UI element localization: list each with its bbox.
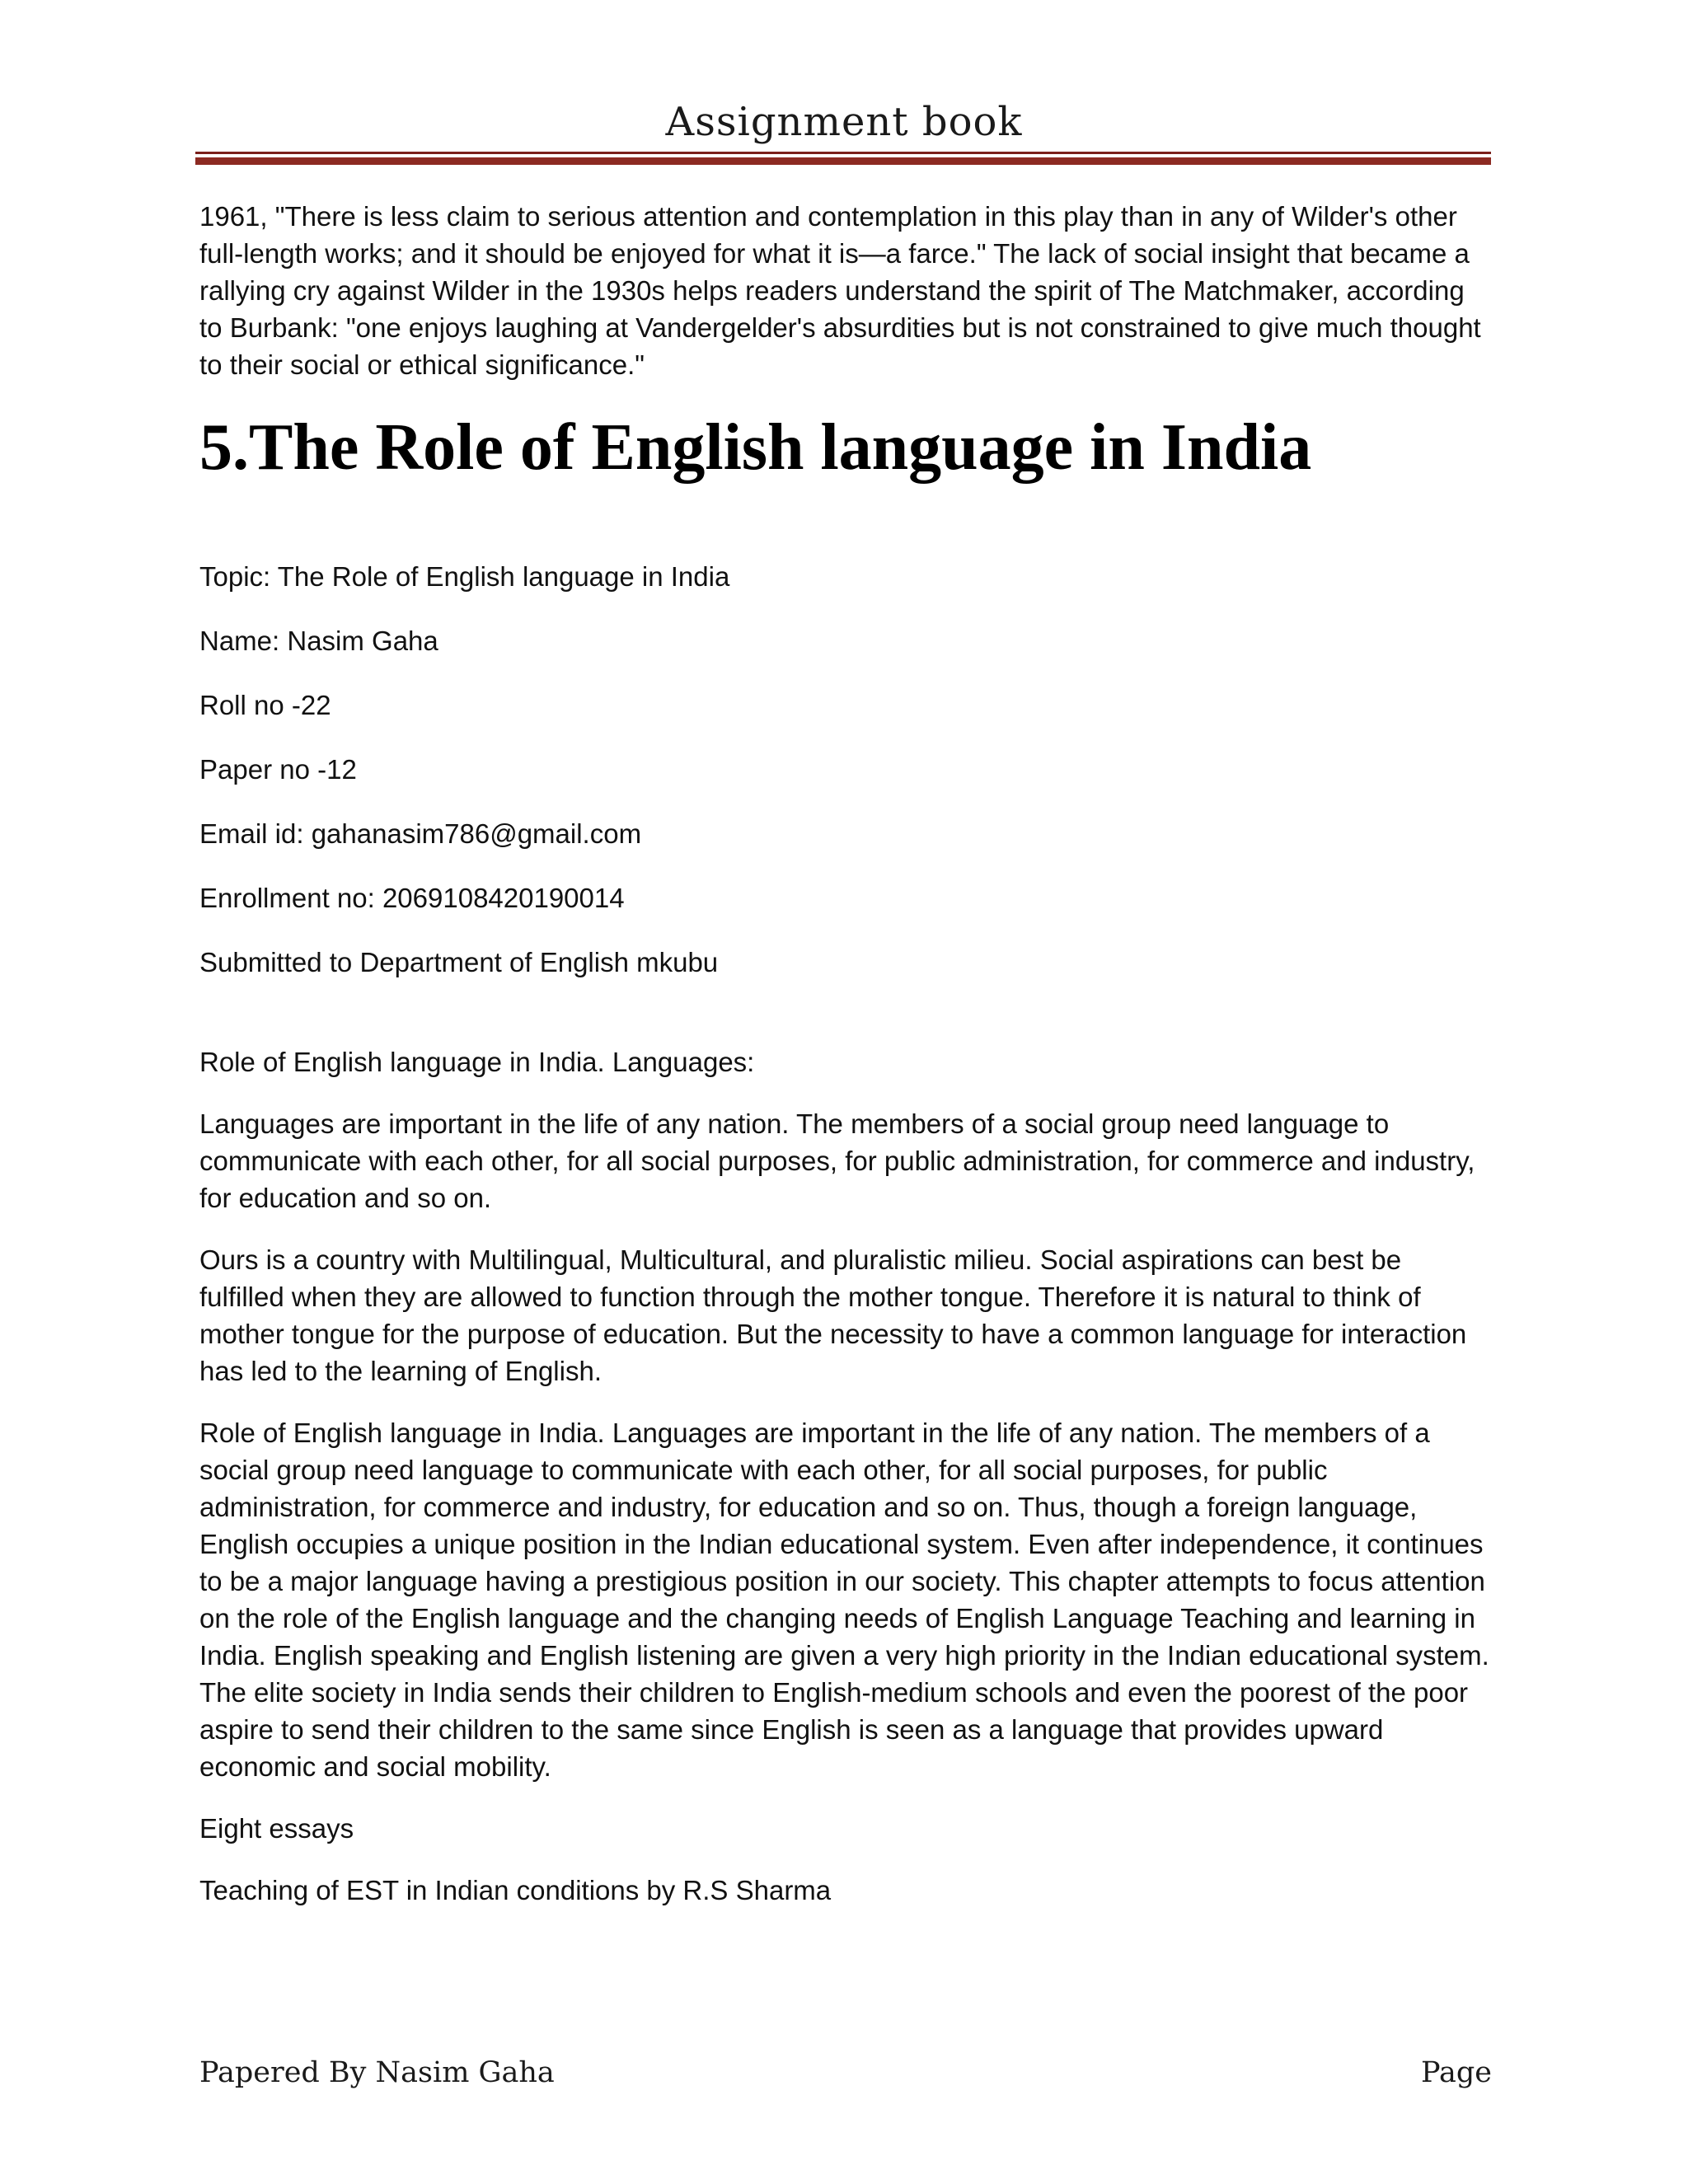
- meta-submitted: Submitted to Department of English mkubu: [199, 947, 719, 977]
- meta-email: Email id: gahanasim786@gmail.com: [199, 818, 642, 849]
- meta-paper: Paper no -12: [199, 754, 357, 785]
- footer-page-label: Page: [1421, 2056, 1492, 2089]
- header-rule-thick: [195, 157, 1491, 165]
- body-paragraph-1: Role of English language in India. Languages:: [199, 1047, 755, 1077]
- body-paragraph-3: Ours is a country with Multilingual, Multicultural, and pluralistic milieu. Social aspirations can best be fulfilled when they are allowed to function through the mother tongue. Therefore it is natural to think of mother tongue for the purpose of education. But the necessity to have a common language for interaction has led to the learning of English.: [199, 1244, 1467, 1386]
- body-paragraph-6: Teaching of EST in Indian conditions by R.S Sharma: [199, 1875, 832, 1905]
- page-footer: [199, 2055, 1492, 2091]
- document-content: [199, 198, 1490, 1933]
- body-paragraph-5: Eight essays: [199, 1813, 354, 1844]
- footer-author: Papered By Nasim Gaha: [199, 2056, 555, 2089]
- meta-roll: Roll no -22: [199, 690, 331, 720]
- meta-enrollment: Enrollment no: 2069108420190014: [199, 883, 625, 913]
- page-header-title: Assignment book: [665, 99, 1023, 145]
- body-paragraph-4: Role of English language in India. Languages are important in the life of any nation. The members of a social group need language to communicate with each other, for all social purposes, for public administration, for commerce and industry, for education and so on. Thus, though a foreign language, English occupies a unique position in the Indian educational system. Even after independence, it continues to be a major language having a prestigious position in our society. This chapter attempts to focus attention on the role of the English language and the changing needs of English Language Teaching and learning in India. English speaking and English listening are given a very high priority in the Indian educational system. The elite society in India sends their children to English-medium schools and even the poorest of the poor aspire to send their children to the same since English is seen as a language that provides upward economic and social mobility.: [199, 1418, 1489, 1782]
- intro-paragraph: 1961, "There is less claim to serious attention and contemplation in this play than in any of Wilder's other full-length works; and it should be enjoyed for what it is—a farce." The lack of social insight that became a rallying cry against Wilder in the 1930s helps readers understand the spirit of The Matchmaker, according to Burbank: "one enjoys laughing at Vandergelder's absurdities but is not constrained to give much thought to their social or ethical significance.": [199, 201, 1481, 380]
- section-heading: 5.The Role of English language in India: [199, 411, 1312, 484]
- meta-topic: Topic: The Role of English language in India: [199, 561, 730, 592]
- body-paragraph-2: Languages are important in the life of any nation. The members of a social group need language to communicate with each other, for all social purposes, for public administration, for commerce and industry, for education and so on.: [199, 1108, 1475, 1213]
- meta-name: Name: Nasim Gaha: [199, 626, 438, 656]
- header-rule-thin: [195, 152, 1491, 154]
